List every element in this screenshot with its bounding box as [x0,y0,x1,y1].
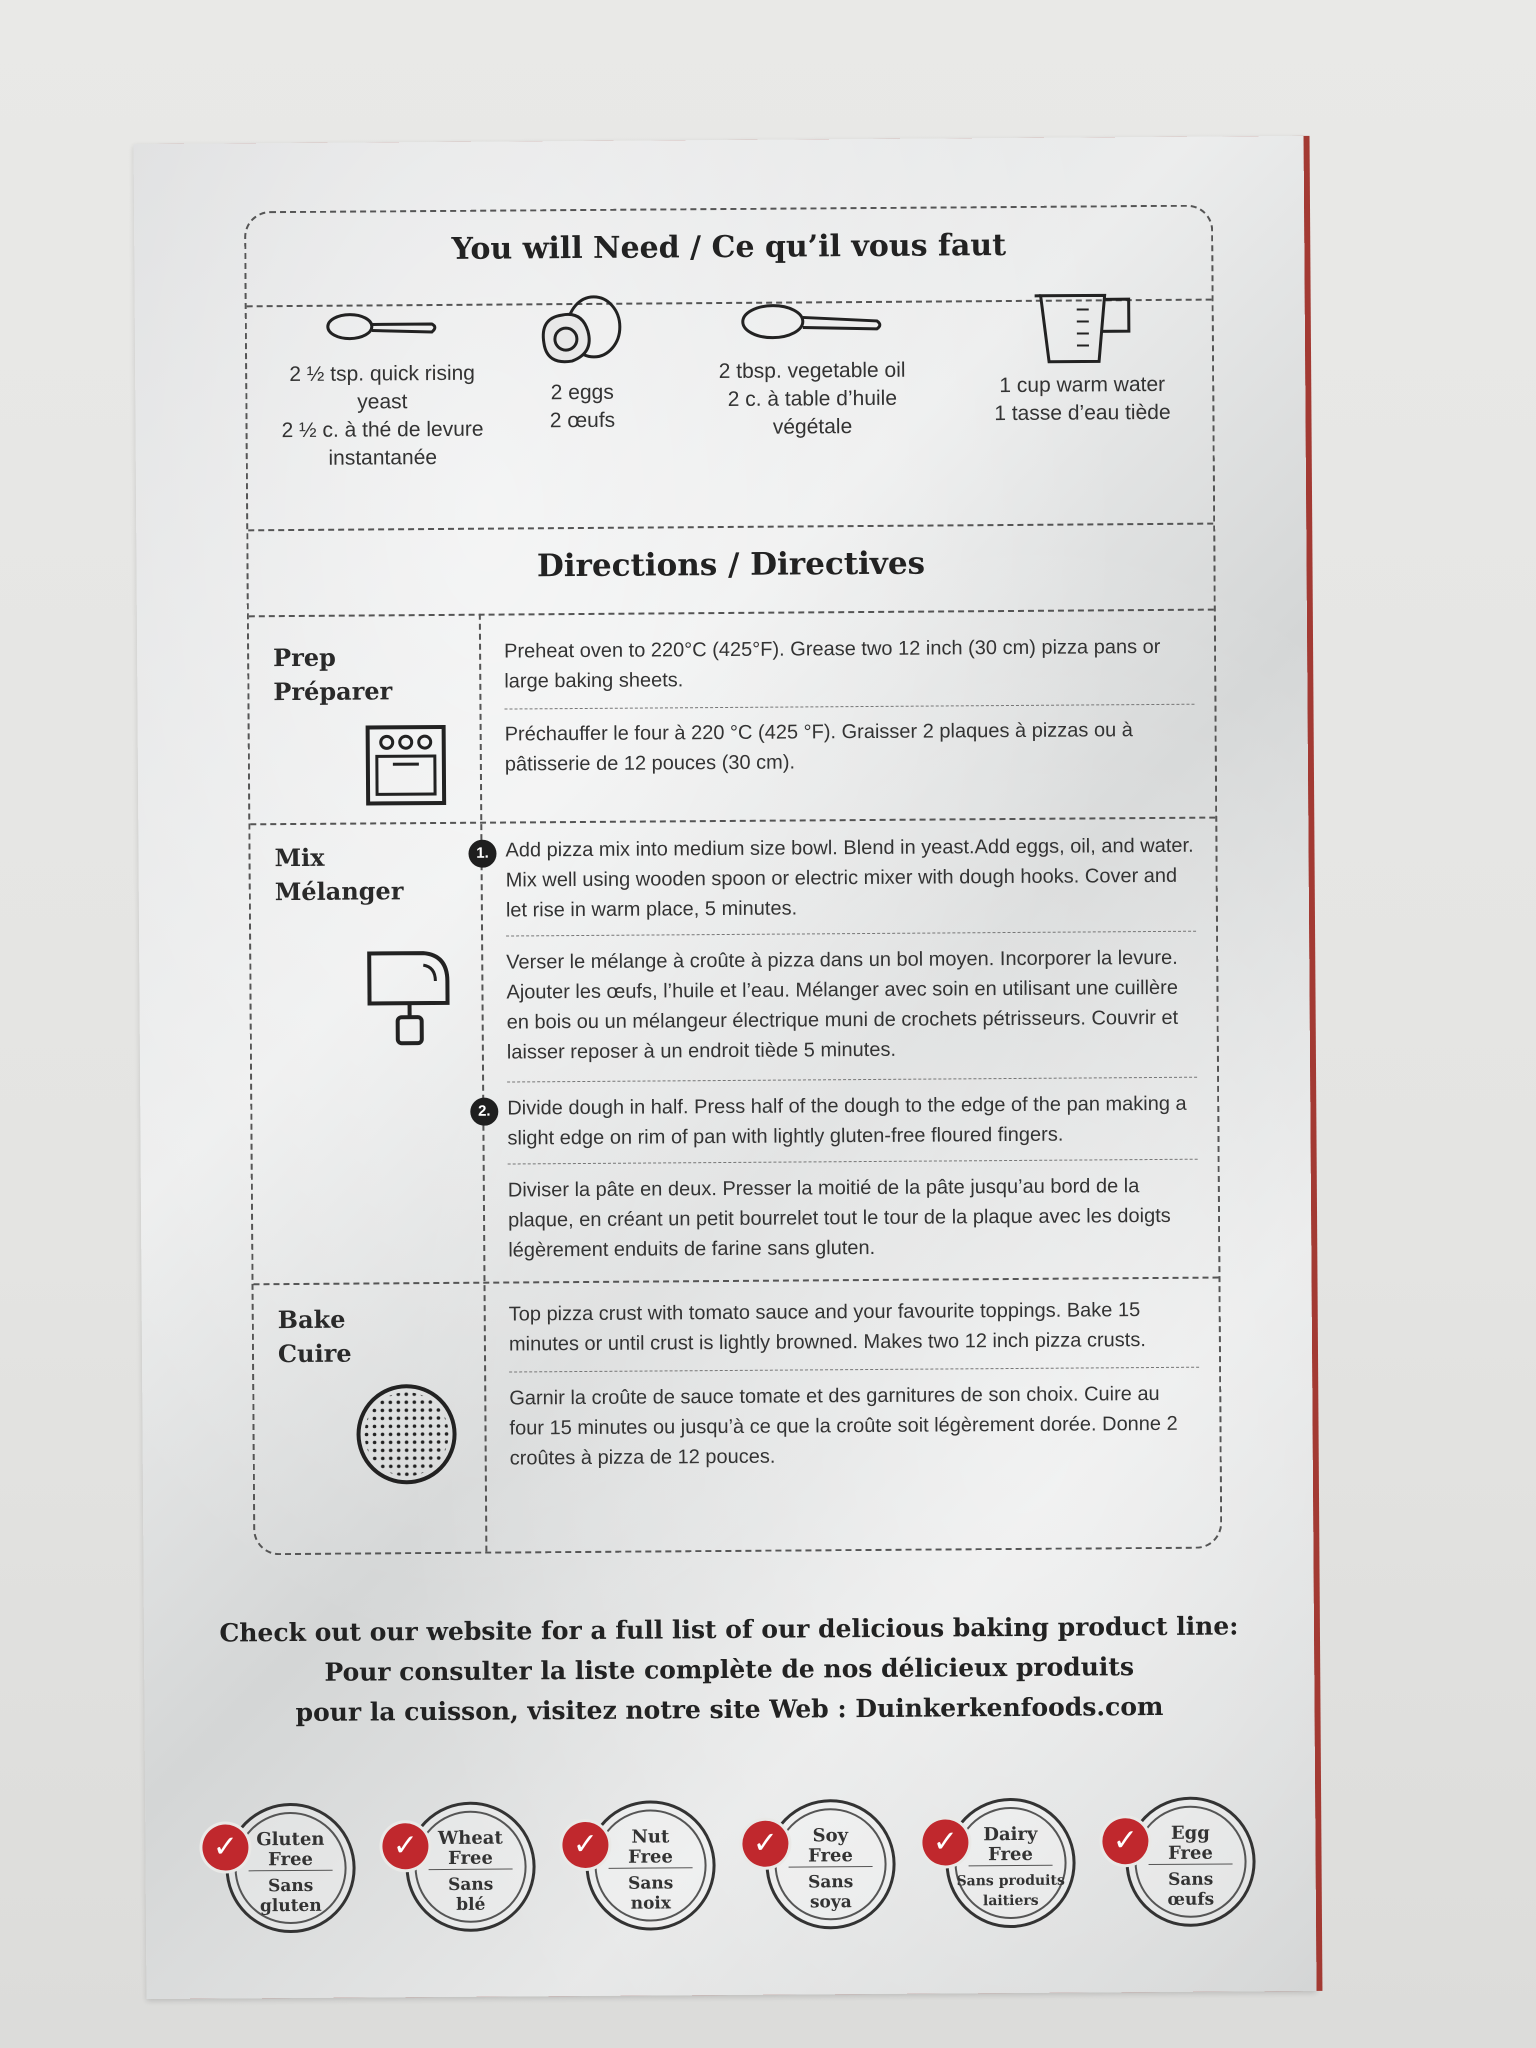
badge-en: Wheat [437,1827,503,1850]
badge-fr: Sans [268,1875,314,1897]
website-line: Check out our website for a full list of our delicious baking product line: [219,1611,1239,1648]
divider [504,704,1194,710]
mix-label [274,840,403,909]
badge-fr: laitiers [982,1892,1039,1910]
ingredient-oil [687,291,938,443]
divider [248,523,1213,532]
check-icon: ✓ [1102,1818,1148,1864]
check-icon: ✓ [202,1824,248,1870]
recipe-panel [244,205,1222,1556]
badge-en: Free [807,1845,854,1867]
allergen-badges [185,1796,1286,1964]
bake-label-en: Bake [277,1304,346,1335]
ingredient-line: 1 cup warm water [999,372,1166,398]
badge-en: Dairy [983,1823,1038,1846]
website-notice [184,1606,1275,1734]
divider [249,609,1214,618]
mix-label-en: Mix [274,842,325,873]
check-icon: ✓ [922,1819,968,1865]
badge-fr: Sans [448,1874,494,1895]
badge-fr: noix [630,1893,672,1914]
ingredient-water [967,289,1198,429]
badge-soy-free [752,1799,896,1930]
badge-en: Nut [631,1826,670,1848]
ingredient-line: instantanée [328,445,438,470]
check-icon: ✓ [382,1823,428,1869]
badge-wheat-free [392,1801,536,1932]
badge-fr: Sans [628,1873,674,1894]
ingredient-line: 2 œufs [549,408,616,433]
bake-label-fr: Cuire [277,1338,352,1369]
website-line: pour la cuisson, visitez notre site Web : Duinkerkenfoods.com [295,1691,1164,1728]
mix-step2-en: Divide dough in half. Press half of the dough to the edge of the pan making a slight edge on rim of pan with lightly gluten-free floured fingers. [507,1092,1187,1150]
divider [509,1367,1199,1373]
prep-text-fr: Préchauffer le four à 220 °C (425 °F). Graisser 2 plaques à pizzas ou à pâtisserie de 12 pouces (30 cm). [504,719,1133,776]
mix-step1-en: Add pizza mix into medium size bowl. Blend in yeast.Add eggs, oil, and water. Mix well using wooden spoon or electric mixer with dough hooks. Cover and let rise in warm place, 5 minutes. [505,834,1194,922]
ingredient-yeast [267,294,498,474]
badge-fr: œufs [1167,1889,1215,1910]
divider [250,817,1215,826]
badge-fr: Sans [1167,1869,1214,1890]
step-number-2: 2. [470,1098,498,1126]
ingredient-eggs [497,292,668,435]
oven-icon [365,724,448,812]
ingredient-line: 2 c. à table d’huile [727,386,898,411]
bake-label [278,1303,352,1372]
measuring-cup-icon [967,289,1198,367]
needs-title: You will Need / Ce qu’il vous faut [451,228,1007,267]
badge-fr: gluten [259,1895,322,1917]
badge-en: Free [1167,1842,1213,1864]
ingredient-line: 2 ½ c. à thé de levure [281,417,484,443]
badge-fr: Sans produits [956,1872,1065,1890]
ingredient-line: 2 tbsp. vegetable oil [718,358,906,384]
badge-en: Egg [1170,1822,1210,1844]
mix-label-fr: Mélanger [274,876,404,907]
prep-text-en: Preheat oven to 220°C (425°F). Grease two 12 inch (30 cm) pizza pans or large baking sheets. [504,635,1161,693]
divider [508,1159,1198,1165]
prep-label-en: Prep [273,642,336,673]
mix-step2-fr: Diviser la pâte en deux. Presser la moitié de la pâte jusqu’au bord de la plaque, en créant un petit bourrelet tout le tour de la plaque avec les doigts légèrement enduits de farine sans gluten. [507,1175,1171,1262]
badge-fr: soya [809,1892,852,1913]
ingredient-line: végétale [772,415,853,439]
prep-label-fr: Préparer [273,676,393,707]
badge-fr: blé [456,1894,486,1915]
pizza-pan-icon [354,1382,459,1492]
ingredient-line: 1 tasse d’eau tiède [994,400,1171,426]
eggs-icon [497,292,668,373]
badge-en: Soy [812,1825,849,1847]
tablespoon-icon [687,291,937,353]
divider [506,931,1196,937]
badge-en: Free [448,1847,494,1869]
badge-en: Gluten [256,1828,325,1851]
badge-en: Free [627,1846,674,1868]
directions-title: Directions / Directives [536,545,926,585]
mix-step1-fr: Verser le mélange à croûte à pizza dans un bol moyen. Incorporer la levure. Ajouter les œufs, l’huile et l’eau. Mélanger avec soin en utilisant une cuillère en bois ou un mélangeur électrique muni de crochets pétrisseurs. Couvrir et laisser reposer à un endroit tiède 5 minutes. [506,946,1179,1064]
badge-egg-free [1112,1796,1256,1927]
teaspoon-icon [267,294,497,356]
hand-mixer-icon [363,947,454,1053]
badge-en: Free [268,1848,314,1871]
bake-text-en: Top pizza crust with tomato sauce and your favourite toppings. Bake 15 minutes or until crust is lightly browned. Makes two 12 inch pizza crusts. [508,1299,1146,1356]
badge-nut-free [572,1800,716,1931]
badge-gluten-free [212,1803,356,1934]
bake-text-fr: Garnir la croûte de sauce tomate et des garnitures de son choix. Cuire au four 15 minutes ou jusqu’à ce que la croûte soit légèrement dorée. Donne 2 croûtes à pizza de 12 pouces. [509,1382,1178,1470]
badge-en: Free [987,1843,1033,1866]
ingredient-line: 2 eggs [550,380,614,405]
badge-fr: Sans [807,1872,854,1893]
prep-label [273,640,392,709]
divider [253,1277,1218,1286]
check-icon: ✓ [742,1821,788,1867]
ingredient-line: 2 ½ tsp. quick rising yeast [289,361,476,414]
step-number-1: 1. [468,840,496,868]
website-line: Pour consulter la liste complète de nos délicieux produits [324,1652,1135,1687]
product-box-back [134,136,1317,1999]
divider [507,1077,1197,1083]
check-icon: ✓ [562,1822,608,1868]
badge-dairy-free [932,1798,1076,1929]
column-divider [479,614,488,1552]
